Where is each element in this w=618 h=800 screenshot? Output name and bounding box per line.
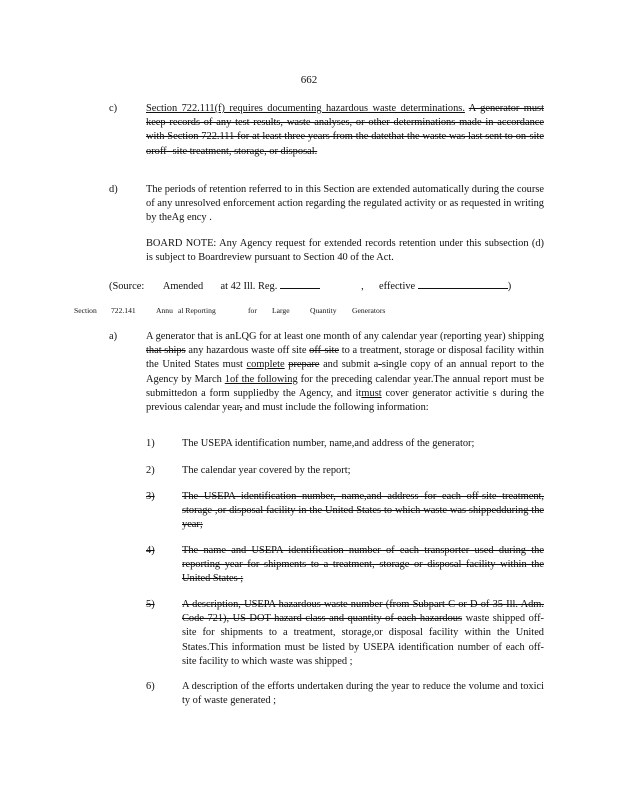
a-deleted-2: off-site [309, 345, 339, 357]
item-6-text: A description of the efforts undertaken during the year to reduce the volume and toxici ty of waste generated ; [182, 681, 544, 707]
item-6-number: 6) [146, 681, 155, 692]
item-5-number: 5) [146, 599, 155, 610]
source-effective: effective [378, 281, 416, 292]
item-2-text: The calendar year covered by the report; [182, 465, 351, 476]
a-text-1: A generator that is anLQG for at least one month of any calendar year (reporting year) shipping [146, 331, 544, 342]
a-text-8: and must include the following information: [244, 402, 429, 414]
effective-date-blank [418, 278, 508, 289]
board-note: BOARD NOTE: Any Agency request for extended records retention under this subsection (d) is subject to Boardreview pursuant to Section 40 of the Act. [146, 238, 544, 264]
section-title-word-2: al Reporting [178, 306, 216, 315]
item-5-deleted: A description, USEPA hazardous waste number (from Subpart C or D of 35 Ill. Adm. Code 721), US DOT hazard class and quantity of each hazardous [182, 599, 544, 625]
c-requirement-sentence: Section 722.111(f) requires documenting hazardous waste determinations. [146, 103, 465, 114]
source-register: at 42 Ill. Reg. [220, 281, 278, 292]
a-text-2: any hazardous waste off site [188, 345, 307, 357]
c-deleted-text: A generator must keep records of any test results, waste analyses, or other determinations made in accordance with Section 722.111 for at least three years from the datethat the waste was last sent to on-site oroff -site treatment, storage, or disposal. [146, 103, 544, 157]
a-deleted-5: , [239, 402, 243, 414]
item-2-number: 2) [146, 465, 155, 476]
a-deleted-3: prepare [288, 359, 320, 371]
source-amended: Amended [162, 281, 204, 292]
section-number: 722.141 [111, 306, 136, 315]
source-comma: , [361, 281, 364, 292]
source-line [109, 278, 511, 294]
item-1-number: 1) [146, 438, 155, 449]
subsection-d-text: The periods of retention referred to in this Section are extended automatically during the course of any unresolved enforcement action regarding the regulated activity or as requested in writing by theAg ency . [146, 184, 544, 224]
subsection-c-text [146, 102, 544, 159]
a-text-5: single copy of an annual report to the Agency by March [146, 359, 545, 385]
section-title-word-6: Generators [352, 306, 386, 315]
item-1-text: The USEPA identification number, name,and address of the generator; [182, 438, 475, 449]
subsection-a-label: a) [109, 331, 118, 342]
section-title-word-3: for [248, 306, 257, 315]
page-number: 662 [300, 74, 318, 86]
a-inserted-2: 1of the following [224, 373, 298, 385]
section-label: Section [74, 306, 97, 315]
section-title-word-4: Large [272, 306, 290, 315]
source-close: ) [507, 281, 512, 292]
item-4-text: The name and USEPA identification number of each transporter used during the reporting year for shipments to a treatment, storage or disposal facility within the United States ; [182, 545, 544, 585]
a-text-3: to a treatment, storage or disposal facility within the United States must [146, 345, 545, 371]
item-5-text [182, 598, 544, 669]
a-deleted-1: that ships [146, 345, 186, 357]
source-open: (Source: [109, 281, 145, 292]
subsection-d-label: d) [109, 184, 118, 195]
subsection-a-text [146, 330, 544, 415]
item-3-text: The USEPA identification number, name,and address for each off-site treatment, storage ,or disposal facility in the United States to which waste was shippedduring the year; [182, 491, 544, 531]
section-title-word-1: Annu [156, 306, 173, 315]
item-4-number: 4) [146, 545, 155, 556]
a-text-4: and submit a [323, 359, 379, 371]
a-text-6: for the preceding calendar year.The annual report must be submittedon a form suppliedby the Agency, and it [146, 373, 544, 399]
a-inserted-1: complete [246, 359, 285, 371]
a-text-7: cover generator activitie s during the previous calendar year [146, 387, 544, 414]
subsection-c-label: c) [109, 103, 118, 114]
a-inserted-3: must [361, 387, 382, 399]
section-title-word-5: Quantity [310, 306, 337, 315]
item-5-remaining: waste shipped off-site for shipments to a treatment, storage,or disposal facility within the United States.This information must be listed by USEPA identification number of each off-site facility to which waste was shipped ; [182, 613, 544, 667]
item-3-number: 3) [146, 491, 155, 502]
register-page-blank [280, 278, 320, 289]
